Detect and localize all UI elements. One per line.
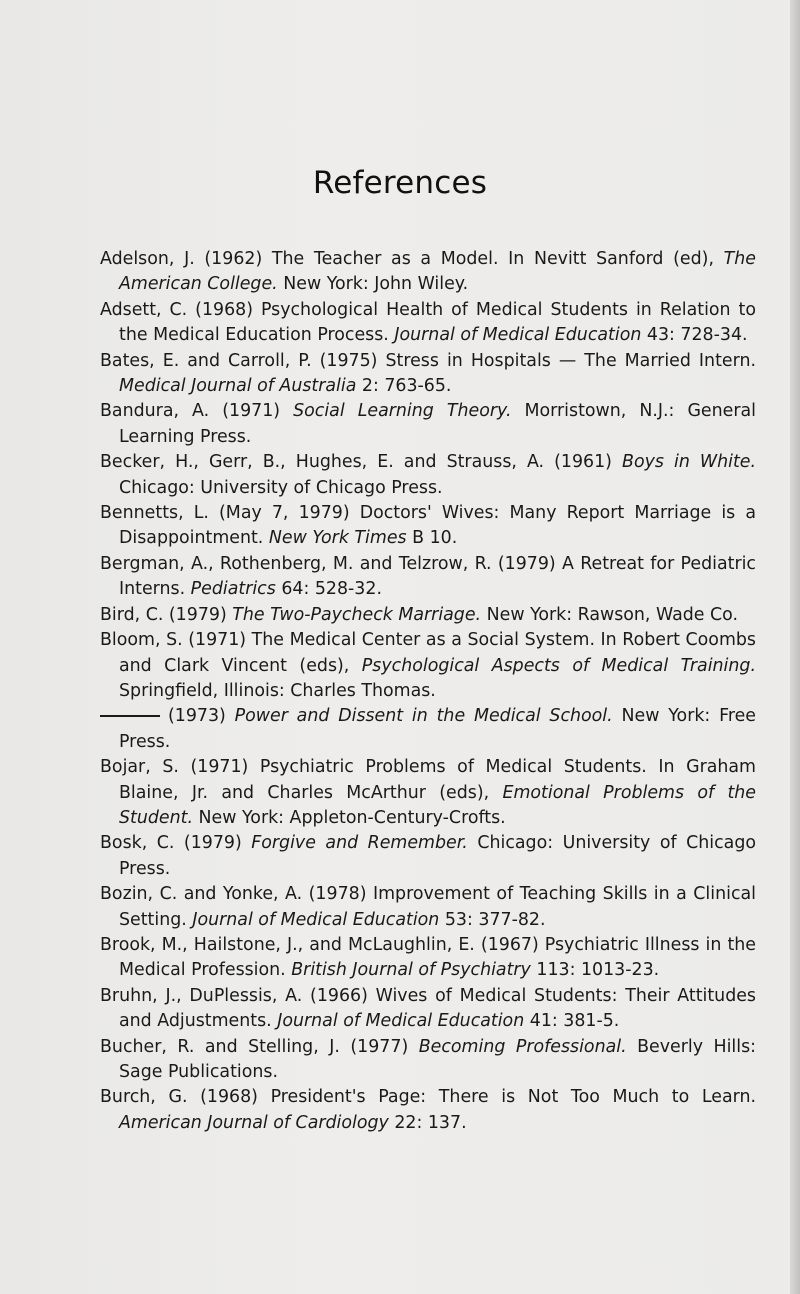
reference-entry: Bennetts, L. (May 7, 1979) Doctors' Wives: Many Report Marriage is a Disappointment. New York Times B 10.	[100, 503, 756, 549]
reference-entry-ditto: (1973) Power and Dissent in the Medical School. New York: Free Press.	[100, 704, 756, 755]
reference-entry: Adsett, C. (1968) Psychological Health of Medical Students in Relation to the Medical Education Process. Journal of Medical Education 43: 728-34.	[100, 299, 756, 346]
reference-list	[100, 247, 756, 1136]
reference-entry: Adelson, J. (1962) The Teacher as a Model. In Nevitt Sanford (ed), The American College. New York: John Wiley.	[100, 249, 756, 295]
reference-entry: Bergman, A., Rothenberg, M. and Telzrow, R. (1979) A Retreat for Pediatric Interns. Pediatrics 64: 528-32.	[100, 553, 756, 600]
reference-entry: Bandura, A. (1971) Social Learning Theory. Morristown, N.J.: General Learning Press.	[100, 401, 756, 447]
reference-entry: Becker, H., Gerr, B., Hughes, E. and Strauss, A. (1961) Boys in White. Chicago: University of Chicago Press.	[100, 452, 756, 498]
reference-entry: Bloom, S. (1971) The Medical Center as a Social System. In Robert Coombs and Clark Vincent (eds), Psychological Aspects of Medical Training. Springfield, Illinois: Charles Thomas.	[100, 630, 756, 701]
reference-entry: Bates, E. and Carroll, P. (1975) Stress in Hospitals — The Married Intern. Medical Journal of Australia 2: 763-65.	[100, 350, 756, 397]
reference-entry: Bird, C. (1979) The Two-Paycheck Marriage. New York: Rawson, Wade Co.	[100, 604, 738, 625]
ditto-rule	[100, 715, 160, 717]
reference-entry: Bosk, C. (1979) Forgive and Remember. Chicago: University of Chicago Press.	[100, 833, 756, 879]
reference-entry: Bucher, R. and Stelling, J. (1977) Becoming Professional. Beverly Hills: Sage Publications.	[100, 1036, 756, 1082]
reference-entry: Bozin, C. and Yonke, A. (1978) Improvement of Teaching Skills in a Clinical Setting. Journal of Medical Education 53: 377-82.	[100, 884, 756, 930]
reference-entry: Bojar, S. (1971) Psychiatric Problems of Medical Students. In Graham Blaine, Jr. and Charles McArthur (eds), Emotional Problems of the Student. New York: Appleton-Century-Crofts.	[100, 757, 756, 828]
reference-entry: Burch, G. (1968) President's Page: There is Not Too Much to Learn. American Journal of Cardiology 22: 137.	[100, 1087, 756, 1133]
reference-entry: Brook, M., Hailstone, J., and McLaughlin, E. (1967) Psychiatric Illness in the Medical Profession. British Journal of Psychiatry 113: 1013-23.	[100, 934, 756, 981]
page-title: References	[312, 165, 488, 201]
reference-entry: Bruhn, J., DuPlessis, A. (1966) Wives of Medical Students: Their Attitudes and Adjustments. Journal of Medical Education 41: 381-5.	[100, 985, 756, 1032]
